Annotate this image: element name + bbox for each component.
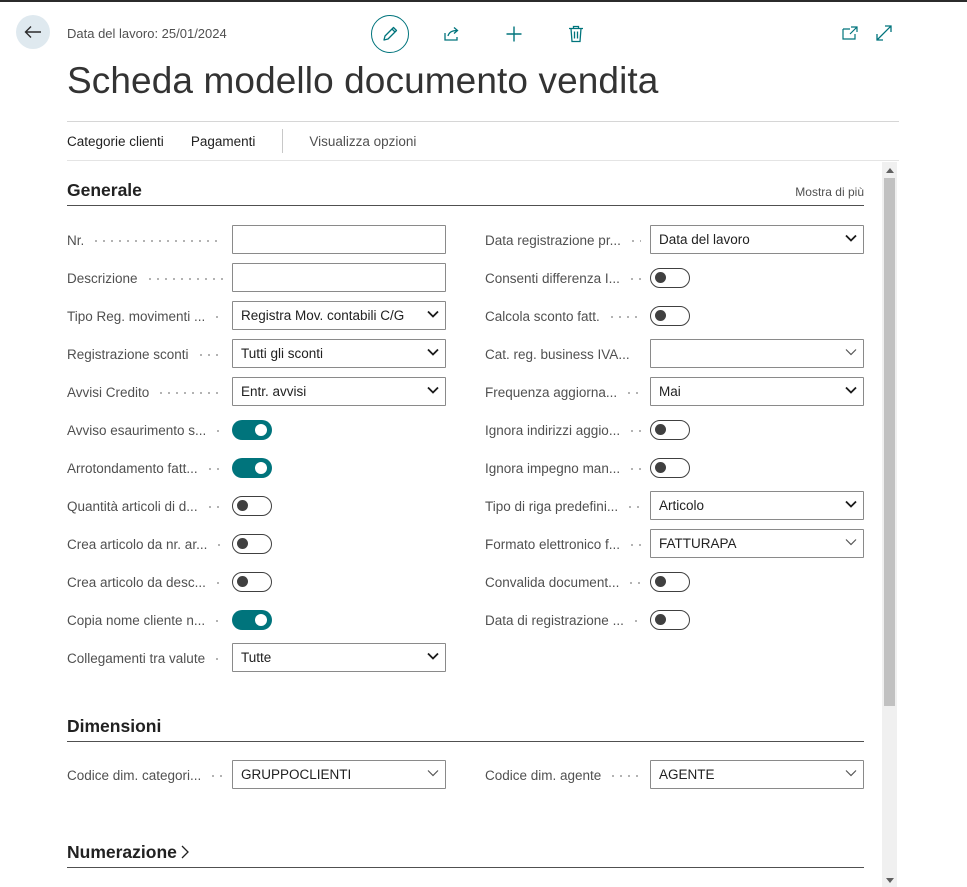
field-label: Codice dim. agente: [485, 767, 602, 783]
lookup-field[interactable]: [650, 760, 864, 789]
dropdown-select[interactable]: [650, 225, 864, 254]
toggle-switch[interactable]: [650, 420, 690, 440]
label-leader-dots: [629, 240, 641, 242]
label-leader-dots: [157, 392, 223, 394]
scroll-down-arrow[interactable]: [882, 873, 897, 887]
label-leader-dots: [209, 775, 223, 777]
toggle-knob: [655, 272, 666, 283]
toggle-knob: [255, 462, 267, 474]
menu-divider: [282, 129, 283, 153]
chevron-down-icon: [845, 348, 857, 356]
window-top-border: [0, 0, 967, 2]
field-label: Consenti differenza I...: [485, 270, 620, 286]
section-title: Generale: [67, 180, 142, 200]
label-leader-dots: [609, 775, 641, 777]
menu-visualizza-opzioni[interactable]: Visualizza opzioni: [309, 133, 417, 149]
selected-value: Registra Mov. contabili C/G: [241, 308, 405, 323]
field-ignora-indirizzi-aggio: [485, 415, 864, 445]
caret-down-icon: [886, 878, 894, 883]
field-label: Copia nome cliente n...: [67, 612, 206, 628]
selected-value: Entr. avvisi: [241, 384, 307, 399]
action-menu: [67, 121, 899, 161]
field-label: Calcola sconto fatt.: [485, 308, 600, 324]
section-title: Numerazione: [67, 842, 177, 862]
section-numerazione[interactable]: [67, 838, 864, 868]
dropdown-select[interactable]: [650, 491, 864, 520]
label-leader-dots: [92, 240, 223, 242]
field-tipo-di-riga-predefini: [485, 491, 864, 521]
text-input[interactable]: [232, 263, 446, 292]
toggle-switch[interactable]: [650, 610, 690, 630]
field-formato-elettronico-f: [485, 529, 864, 559]
field-nr: [67, 225, 446, 255]
toggle-knob: [255, 424, 267, 436]
chevron-down-icon: [427, 652, 439, 660]
chevron-down-icon: [427, 310, 439, 318]
field-label: Convalida document...: [485, 574, 620, 590]
expand-button[interactable]: [872, 20, 896, 46]
selected-value: Mai: [659, 384, 681, 399]
label-leader-dots: [638, 354, 641, 356]
field-ignora-impegno-man: [485, 453, 864, 483]
field-arrotondamento-fatt: [67, 453, 446, 483]
share-button[interactable]: [433, 15, 471, 53]
selected-value: Data del lavoro: [659, 232, 750, 247]
toggle-switch[interactable]: [232, 610, 272, 630]
field-label: Data di registrazione ...: [485, 612, 624, 628]
scrollbar-thumb[interactable]: [884, 178, 895, 706]
toggle-knob: [655, 576, 666, 587]
label-leader-dots: [628, 468, 641, 470]
field-label: Formato elettronico f...: [485, 536, 621, 552]
field-codice-dim-categori: [67, 760, 446, 790]
label-leader-dots: [627, 582, 641, 584]
field-label: Ignora impegno man...: [485, 460, 621, 476]
chevron-down-icon: [845, 538, 857, 546]
toggle-knob: [237, 500, 248, 511]
field-label: Crea articolo da nr. ar...: [67, 536, 208, 552]
open-in-new-window-button[interactable]: [838, 20, 862, 46]
field-label: Nr.: [67, 232, 85, 248]
dropdown-select[interactable]: [650, 377, 864, 406]
action-bar: [371, 15, 595, 53]
field-crea-articolo-da-desc: [67, 567, 446, 597]
toggle-switch[interactable]: [650, 268, 690, 288]
label-leader-dots: [626, 506, 641, 508]
label-leader-dots: [206, 506, 223, 508]
field-avviso-esaurimento-s: [67, 415, 446, 445]
field-descrizione: [67, 263, 446, 293]
field-codice-dim-agente: [485, 760, 864, 790]
section-dimensioni: [67, 712, 864, 742]
field-label: Ignora indirizzi aggio...: [485, 422, 621, 438]
chevron-down-icon: [845, 500, 857, 508]
dropdown-select[interactable]: [232, 301, 446, 330]
toggle-knob: [237, 538, 248, 549]
arrow-left-icon: [24, 25, 42, 39]
label-leader-dots: [214, 582, 223, 584]
field-label: Tipo di riga predefini...: [485, 498, 619, 514]
toggle-switch[interactable]: [232, 458, 272, 478]
plus-icon: [505, 25, 523, 43]
work-date: Data del lavoro: 25/01/2024: [67, 26, 227, 41]
toggle-knob: [655, 310, 666, 321]
field-quantita-articoli-di-d: [67, 491, 446, 521]
field-registrazione-sconti: [67, 339, 446, 369]
dropdown-select[interactable]: [232, 643, 446, 672]
section-title: Dimensioni: [67, 716, 162, 736]
selected-value: FATTURAPA: [659, 536, 737, 551]
field-label: Collegamenti tra valute: [67, 650, 206, 666]
back-button[interactable]: [16, 15, 50, 49]
toggle-switch[interactable]: [650, 572, 690, 592]
field-label: Registrazione sconti: [67, 346, 189, 362]
field-convalida-document: [485, 567, 864, 597]
field-label: Codice dim. categori...: [67, 767, 202, 783]
field-label: Tipo Reg. movimenti ...: [67, 308, 206, 324]
open-in-new-window-icon: [842, 26, 858, 40]
chevron-down-icon: [845, 234, 857, 242]
chevron-down-icon: [427, 769, 439, 777]
trash-icon: [568, 25, 584, 43]
toggle-switch[interactable]: [232, 572, 272, 592]
selected-value: GRUPPOCLIENTI: [241, 767, 352, 782]
show-more-link[interactable]: Mostra di più: [795, 185, 864, 199]
scroll-up-arrow[interactable]: [882, 163, 897, 177]
dropdown-select[interactable]: [232, 339, 446, 368]
field-data-registrazione-pr: [485, 225, 864, 255]
label-leader-dots: [625, 392, 641, 394]
field-data-di-registrazione: [485, 605, 864, 635]
section-title-wrap: [67, 842, 190, 863]
field-frequenza-aggiorna: [485, 377, 864, 407]
field-label: Quantità articoli di d...: [67, 498, 198, 514]
field-crea-articolo-da-nr-ar: [67, 529, 446, 559]
chevron-down-icon: [845, 769, 857, 777]
chevron-right-icon: [180, 845, 190, 859]
selected-value: Tutte: [241, 650, 272, 665]
label-leader-dots: [213, 658, 223, 660]
lookup-field[interactable]: [650, 339, 864, 368]
pencil-icon: [381, 25, 399, 43]
toggle-knob: [655, 614, 666, 625]
field-consenti-differenza-i: [485, 263, 864, 293]
window-actions: [838, 20, 896, 46]
field-label: Cat. reg. business IVA...: [485, 346, 630, 362]
field-label: Frequenza aggiorna...: [485, 384, 618, 400]
selected-value: Tutti gli sconti: [241, 346, 324, 361]
selected-value: Articolo: [659, 498, 705, 513]
field-cat-reg-business-iva: [485, 339, 864, 369]
page-title: Scheda modello documento vendita: [67, 60, 659, 101]
toggle-switch[interactable]: [232, 420, 272, 440]
section-generale: [67, 176, 864, 206]
label-leader-dots: [146, 278, 223, 280]
field-avvisi-credito: [67, 377, 446, 407]
field-label: Arrotondamento fatt...: [67, 460, 198, 476]
chevron-down-icon: [427, 348, 439, 356]
chevron-down-icon: [845, 386, 857, 394]
field-calcola-sconto-fatt: [485, 301, 864, 331]
toggle-knob: [655, 424, 666, 435]
text-input[interactable]: [232, 225, 446, 254]
caret-up-icon: [886, 168, 894, 173]
field-copia-nome-cliente-n: [67, 605, 446, 635]
label-leader-dots: [632, 620, 641, 622]
label-leader-dots: [214, 430, 223, 432]
share-icon: [443, 26, 461, 42]
field-label: Avviso esaurimento s...: [67, 422, 207, 438]
toggle-knob: [237, 576, 248, 587]
field-label: Descrizione: [67, 270, 138, 286]
dropdown-select[interactable]: [232, 377, 446, 406]
label-leader-dots: [213, 316, 223, 318]
field-label: Crea articolo da desc...: [67, 574, 206, 590]
expand-icon: [876, 25, 892, 41]
lookup-field[interactable]: [232, 760, 446, 789]
edit-button[interactable]: [371, 15, 409, 53]
field-collegamenti-tra-valute: [67, 643, 446, 673]
delete-button[interactable]: [557, 15, 595, 53]
new-button[interactable]: [495, 15, 533, 53]
field-label: Data registrazione pr...: [485, 232, 621, 248]
toggle-switch[interactable]: [650, 306, 690, 326]
toggle-switch[interactable]: [232, 534, 272, 554]
toggle-knob: [655, 462, 666, 473]
label-leader-dots: [215, 544, 223, 546]
label-leader-dots: [628, 544, 641, 546]
label-leader-dots: [197, 354, 223, 356]
toggle-knob: [255, 614, 267, 626]
field-label: Avvisi Credito: [67, 384, 150, 400]
selected-value: AGENTE: [659, 767, 715, 782]
label-leader-dots: [206, 468, 223, 470]
chevron-down-icon: [427, 386, 439, 394]
lookup-field[interactable]: [650, 529, 864, 558]
label-leader-dots: [628, 278, 641, 280]
menu-pagamenti[interactable]: Pagamenti: [190, 133, 256, 149]
toggle-switch[interactable]: [232, 496, 272, 516]
label-leader-dots: [213, 620, 223, 622]
field-tipo-reg-movimenti: [67, 301, 446, 331]
label-leader-dots: [628, 430, 641, 432]
toggle-switch[interactable]: [650, 458, 690, 478]
label-leader-dots: [608, 316, 641, 318]
menu-categorie-clienti[interactable]: Categorie clienti: [67, 133, 164, 149]
